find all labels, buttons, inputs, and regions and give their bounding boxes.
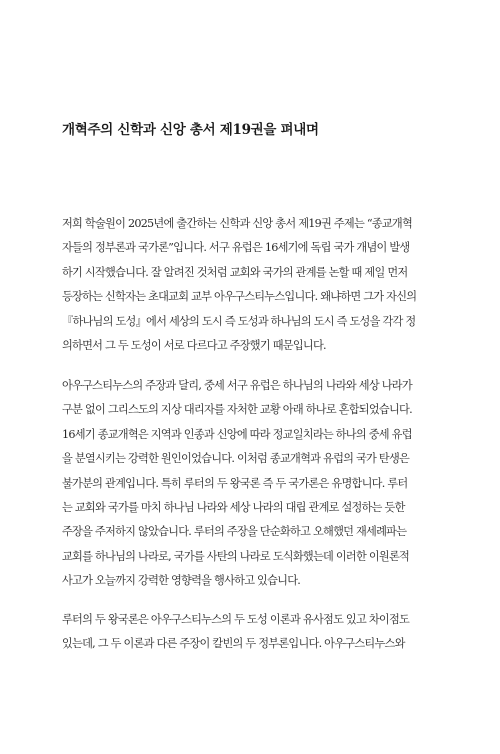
- paragraph-2: [62, 374, 440, 594]
- text-line: 사고가 오늘까지 강력한 영향력을 행사하고 있습니다.: [62, 574, 301, 588]
- text-line: 의하면서 그 두 도성이 서로 다르다고 주장했기 때문입니다.: [62, 338, 326, 352]
- paragraph-3: [62, 608, 440, 657]
- text-line: 16세기 종교개혁은 지역과 인종과 신앙에 따라 정교일치라는 하나의 중세 유럽: [62, 427, 412, 441]
- text-line: 하기 시작했습니다. 잘 알려진 것처럼 교회와 국가의 관계를 논할 때 제일 먼저: [62, 265, 408, 279]
- text-line: 교회를 하나님의 나라로, 국가를 사탄의 나라로 도식화했는데 이러한 이원론적: [62, 549, 410, 563]
- text-line: 저희 학술원이 2025년에 출간하는 신학과 신앙 총서 제19권 주제는 “종교개혁: [62, 217, 413, 230]
- text-line: 자들의 정부론과 국가론”입니다. 서구 유럽은 16세기에 독립 국가 개념이 발생: [62, 241, 410, 255]
- text-line: 불가분의 관계입니다. 특히 루터의 두 왕국론 즉 두 국가론은 유명합니다. 루터: [62, 476, 408, 490]
- paragraph-1: [62, 212, 440, 358]
- text-line: 구분 없이 그리스도의 지상 대리자를 자처한 교황 아래 하나로 혼합되었습니다.: [62, 403, 412, 417]
- text-line: 는 교회와 국가를 마치 하나님 나라와 세상 나라의 대립 관계로 설정하는 듯한: [62, 500, 405, 514]
- section-heading: 개혁주의 신학과 신앙 총서 제19권을 펴내며: [62, 122, 319, 138]
- text-line: 『하나님의 도성』에서 세상의 도시 즉 도성과 하나님의 도시 즉 도성을 각각 정: [62, 314, 416, 328]
- text-line: 루터의 두 왕국론은 아우구스티누스의 두 도성 이론과 유사점도 있고 차이점도: [62, 613, 410, 626]
- text-line: 을 분열시키는 강력한 원인이었습니다. 이처럼 종교개혁과 유럽의 국가 탄생은: [62, 452, 410, 466]
- text-line: 주장을 주저하지 않았습니다. 루터의 주장을 단순화하고 오해했던 재세례파는: [62, 525, 407, 539]
- text-line: 등장하는 신학자는 초대교회 교부 아우구스티누스입니다. 왜냐하면 그가 자신의: [62, 290, 417, 304]
- text-line: 아우구스티누스의 주장과 달리, 중세 서구 유럽은 하나님의 나라와 세상 나라가: [62, 379, 412, 392]
- text-line: 있는데, 그 두 이론과 다른 주장이 칼빈의 두 정부론입니다. 아우구스티누스와: [62, 637, 405, 651]
